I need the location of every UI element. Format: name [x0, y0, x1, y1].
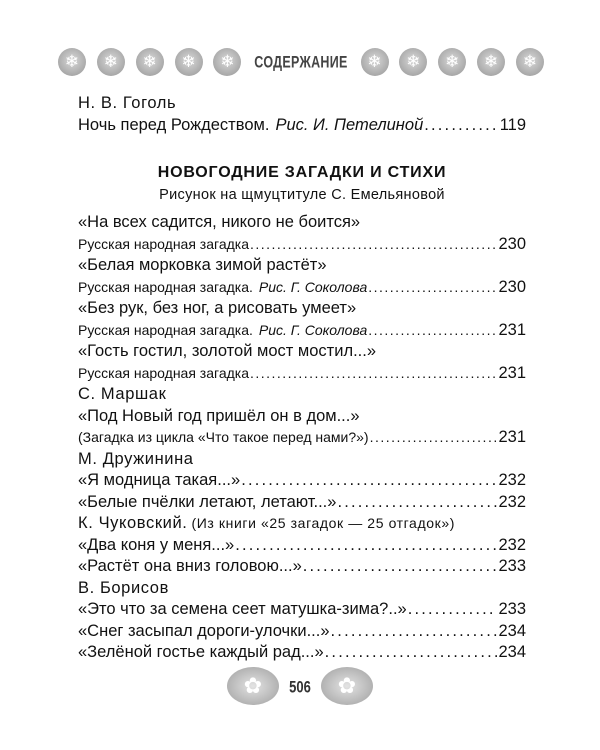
toc-author — [78, 578, 526, 600]
toc-author — [78, 513, 526, 535]
entry-title: «Гость гостил, золотой мост мостил...» — [78, 342, 377, 360]
entry-title-line — [78, 298, 526, 320]
entry-title-line — [78, 341, 526, 363]
entry-title: «Растёт она вниз головою...» — [78, 557, 302, 575]
snowflake-icon: ❄ — [175, 48, 203, 76]
snowflake-icon: ❄ — [477, 48, 505, 76]
author-note: (Из книги «25 загадок — 25 отгадок») — [191, 515, 455, 531]
entry-page: 119 — [499, 115, 526, 134]
leader-dots — [337, 492, 497, 514]
toc-author — [78, 449, 526, 471]
entry-credit: Рис. Г. Соколова — [258, 278, 368, 295]
entry-title: «Это что за семена сеет матушка-зима?..» — [78, 600, 407, 618]
leader-dots — [250, 363, 497, 385]
toc-entry[interactable] — [78, 234, 526, 256]
entry-title: «На всех садится, никого не боится» — [78, 213, 361, 231]
snowflake-icon: ❄ — [516, 48, 544, 76]
entry-title: «Зелёной гостье каждый рад...» — [78, 643, 324, 661]
toc-entry[interactable] — [78, 621, 526, 643]
toc-entry[interactable] — [78, 556, 526, 578]
entry-source: Русская народная загадка — [78, 364, 249, 381]
entry-credit: Рис. И. Петелиной — [275, 115, 424, 134]
entry-page: 230 — [498, 234, 526, 253]
toc-entry[interactable] — [78, 427, 526, 449]
leader-dots — [408, 599, 498, 621]
leader-dots — [331, 621, 498, 643]
entry-page: 233 — [498, 600, 526, 618]
toc-entry[interactable] — [78, 277, 526, 299]
leader-dots — [368, 277, 497, 299]
author-name: К. Чуковский. — [78, 514, 188, 532]
toc-author: Н. В. Гоголь — [78, 94, 177, 112]
page-header — [58, 44, 544, 80]
entry-title: «Белые пчёлки летают, летают...» — [78, 492, 337, 511]
page-number: 506 — [289, 676, 311, 696]
entry-page: 232 — [498, 471, 526, 489]
toc-entry[interactable] — [78, 470, 526, 492]
toc-entries — [78, 212, 526, 664]
snowflake-icon: ❄ — [58, 48, 86, 76]
entry-page: 232 — [498, 535, 526, 554]
snowflake-icon: ❄ — [97, 48, 125, 76]
ornament-icon: ✿ — [227, 667, 279, 705]
entry-page: 234 — [498, 621, 526, 640]
leader-dots — [235, 535, 497, 557]
entry-title-line — [78, 406, 526, 428]
snowflake-icon: ❄ — [438, 48, 466, 76]
entry-page: 230 — [498, 277, 526, 296]
author-name: В. Борисов — [78, 578, 169, 597]
entry-page: 231 — [498, 363, 526, 382]
leader-dots — [303, 556, 498, 578]
toc-entry[interactable] — [78, 115, 526, 137]
leader-dots — [325, 642, 498, 664]
entry-page: 233 — [498, 557, 526, 575]
snowflake-icon: ❄ — [361, 48, 389, 76]
page-footer — [0, 664, 600, 708]
entry-page: 232 — [498, 492, 526, 511]
toc-entry[interactable] — [78, 492, 526, 514]
leader-dots — [370, 427, 498, 449]
toc-author — [78, 384, 526, 406]
entry-title: «Без рук, без ног, а рисовать умеет» — [78, 299, 357, 317]
toc-entry[interactable] — [78, 535, 526, 557]
entry-page: 234 — [498, 643, 526, 661]
entry-source: Русская народная загадка — [78, 235, 249, 252]
entry-title: Ночь перед Рождеством. — [78, 115, 270, 134]
toc-entry[interactable] — [78, 320, 526, 342]
leader-dots — [424, 115, 498, 137]
entry-title: «Белая морковка зимой растёт» — [78, 256, 327, 274]
entry-source: Русская народная загадка. — [78, 321, 253, 338]
header-title: СОДЕРЖАНИЕ — [254, 52, 348, 72]
leader-dots — [241, 470, 497, 492]
entry-title-line — [78, 255, 526, 277]
toc-content — [78, 93, 526, 664]
toc-entry[interactable] — [78, 642, 526, 664]
toc-entry[interactable] — [78, 363, 526, 385]
leader-dots — [368, 320, 497, 342]
snowflake-icon: ❄ — [399, 48, 427, 76]
author-name: М. Дружинина — [78, 449, 194, 468]
entry-title: «Снег засыпал дороги-улочки...» — [78, 621, 330, 640]
snowflake-icon: ❄ — [213, 48, 241, 76]
entry-page: 231 — [498, 320, 526, 339]
author-name: С. Маршак — [78, 385, 167, 403]
entry-title: «Два коня у меня...» — [78, 535, 235, 554]
toc-entry[interactable] — [78, 599, 526, 621]
entry-title: «Под Новый год пришёл он в дом...» — [78, 406, 360, 425]
leader-dots — [250, 234, 497, 256]
entry-source: Русская народная загадка. — [78, 278, 253, 295]
ornament-icon: ✿ — [321, 667, 373, 705]
snowflake-icon: ❄ — [136, 48, 164, 76]
section-title: НОВОГОДНИЕ ЗАГАДКИ И СТИХИ — [157, 164, 447, 181]
entry-title: «Я модница такая...» — [78, 471, 241, 489]
section-subtitle: Рисунок на щмуцтитуле С. Емельяновой — [159, 187, 445, 203]
entry-credit: Рис. Г. Соколова — [258, 321, 368, 338]
entry-source: (Загадка из цикла «Что такое перед нами?») — [78, 429, 369, 445]
entry-title-line — [78, 212, 526, 234]
entry-page: 231 — [498, 428, 526, 446]
